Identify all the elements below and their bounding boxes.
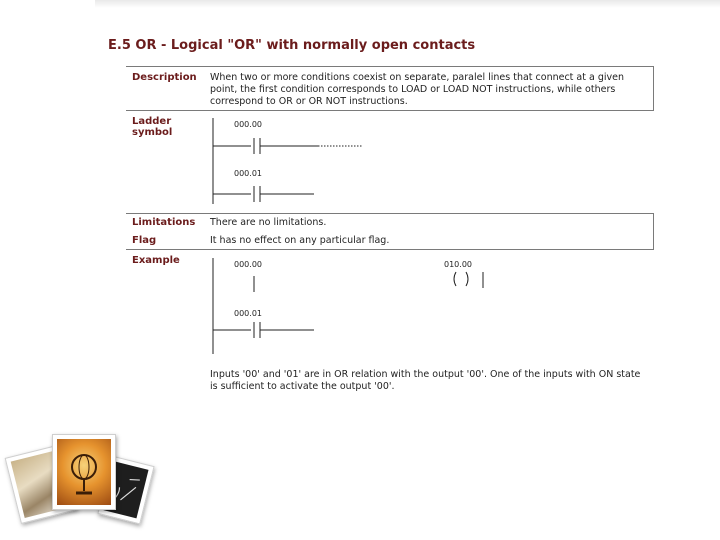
limitations-text: There are no limitations. [210, 217, 327, 228]
example-contact-address-1: 000.00 [234, 260, 262, 269]
table-rule [126, 110, 654, 111]
table-rule [126, 249, 654, 250]
instruction-table [126, 66, 654, 397]
decorative-photo-stack [10, 430, 150, 530]
ladder-symbol-label [132, 116, 172, 138]
example-ladder-diagram [210, 254, 510, 358]
page-top-shadow [95, 0, 720, 8]
ladder-symbol-diagram [210, 114, 370, 210]
flag-text: It has no effect on any particular flag. [210, 235, 390, 246]
table-rule [126, 213, 654, 214]
limitations-label: Limitations [132, 217, 196, 228]
description-text: When two or more conditions coexist on separate, paralel lines that connect at a given point, the first condition corresponds to LOAD or LOAD NOT instructions, while others correspond to OR or OR NOT instructions. [210, 72, 624, 107]
table-border [653, 213, 654, 249]
table-rule [126, 66, 654, 67]
contact-address-2: 000.01 [234, 169, 262, 178]
globe-photo [52, 434, 116, 510]
example-caption: Inputs '00' and '01' are in OR relation with the output '00'. One of the inputs with ON state is sufficient to activate the output '00'. [210, 369, 641, 392]
flag-label: Flag [132, 235, 157, 246]
output-coil-right [466, 272, 468, 286]
description-label: Description [132, 72, 197, 83]
section-heading: E.5 OR - Logical "OR" with normally open contacts [108, 38, 476, 53]
ladder-label-line2: symbol [132, 127, 173, 138]
example-output-address: 010.00 [444, 260, 472, 269]
example-label: Example [132, 255, 180, 266]
table-border [653, 66, 654, 110]
contact-address-1: 000.00 [234, 120, 262, 129]
ladder-label-line1: Ladder [132, 116, 172, 127]
output-coil-left [454, 272, 456, 286]
example-contact-address-2: 000.01 [234, 309, 262, 318]
globe-icon [57, 439, 111, 505]
